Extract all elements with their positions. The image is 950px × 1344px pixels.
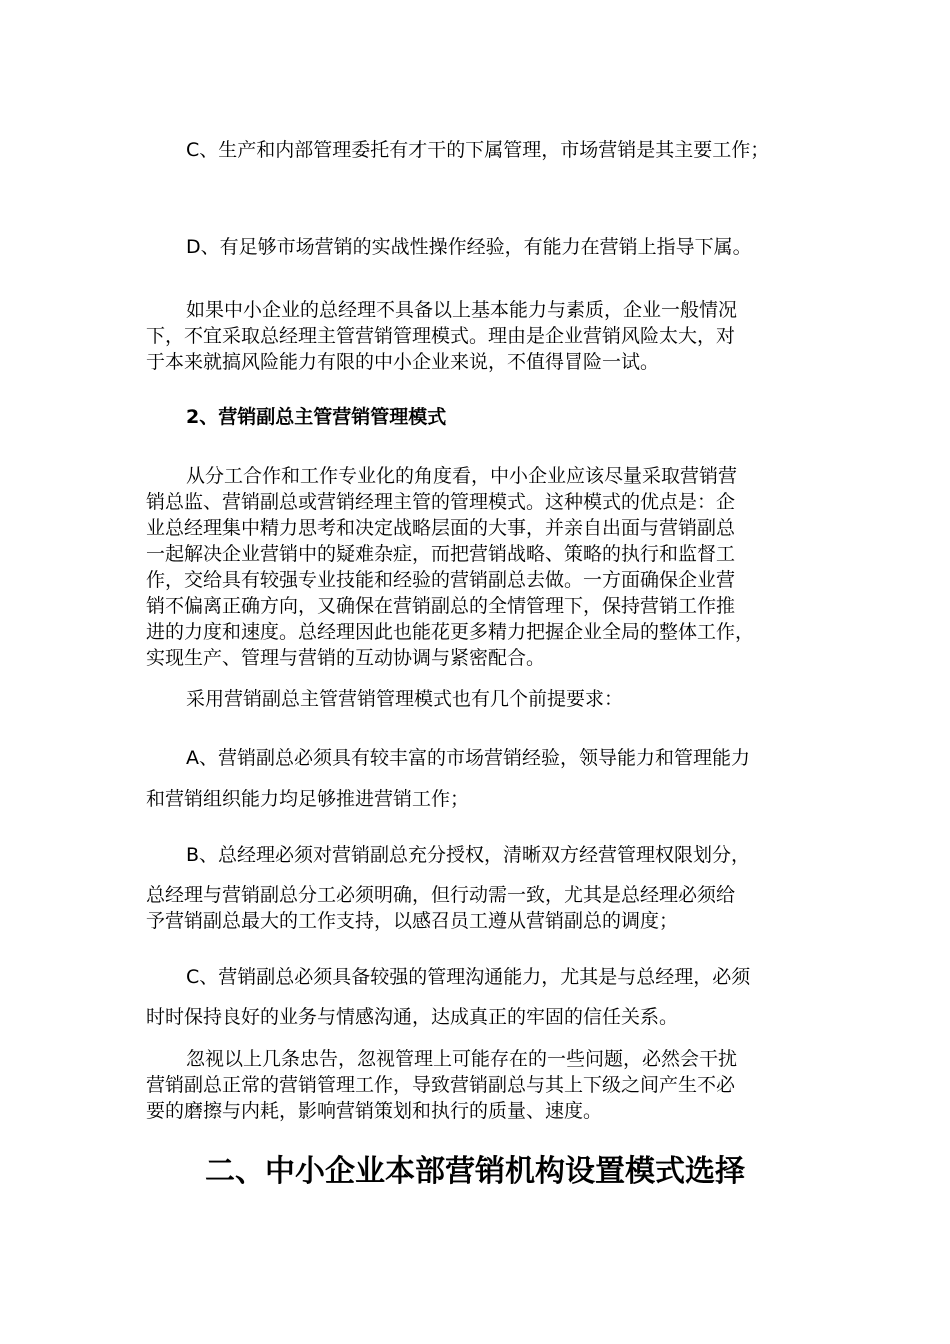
- section-heading-2: 2、营销副总主管营销管理模式: [186, 406, 447, 428]
- list-item-b-line-2: 总经理与营销副总分工必须明确，但行动需一致，尤其是总经理必须给: [146, 884, 736, 906]
- list-item-c-total-manager: C、生产和内部管理委托有才干的下属管理，市场营销是其主要工作；: [186, 139, 770, 161]
- paragraph-4-line-3: 要的磨擦与内耗，影响营销策划和执行的质量、速度。: [146, 1100, 603, 1122]
- list-item-b-line-3: 予营销副总最大的工作支持，以感召员工遵从营销副总的调度；: [146, 910, 679, 932]
- paragraph-3: 采用营销副总主管营销管理模式也有几个前提要求：: [186, 688, 624, 710]
- list-item-c-line-1: C、营销副总必须具备较强的管理沟通能力，尤其是与总经理，必须: [186, 966, 751, 988]
- paragraph-4-line-1: 忽视以上几条忠告，忽视管理上可能存在的一些问题，必然会干扰: [186, 1048, 738, 1070]
- list-item-b-line-1: B、总经理必须对营销副总充分授权，清晰双方经营管理权限划分，: [186, 844, 751, 866]
- paragraph-2-line-5: 作，交给具有较强专业技能和经验的营销副总去做。一方面确保企业营: [146, 569, 736, 591]
- list-item-d-total-manager: D、有足够市场营销的实战性操作经验，有能力在营销上指导下属。: [186, 236, 752, 258]
- list-item-a-line-2: 和营销组织能力均足够推进营销工作；: [146, 788, 470, 810]
- paragraph-2-line-7: 进的力度和速度。总经理因此也能花更多精力把握企业全局的整体工作，: [146, 621, 755, 643]
- paragraph-2-line-3: 业总经理集中精力思考和决定战略层面的大事，并亲自出面与营销副总: [146, 517, 736, 539]
- paragraph-1-line-1: 如果中小企业的总经理不具备以上基本能力与素质，企业一般情况: [186, 299, 738, 321]
- paragraph-2-line-6: 销不偏离正确方向，又确保在营销副总的全情管理下，保持营销工作推: [146, 595, 736, 617]
- paragraph-2-line-1: 从分工合作和工作专业化的角度看，中小企业应该尽量采取营销营: [186, 465, 738, 487]
- paragraph-2-line-8: 实现生产、管理与营销的互动协调与紧密配合。: [146, 647, 546, 669]
- section-title-large: 二、中小企业本部营销机构设置模式选择: [205, 1154, 745, 1189]
- paragraph-2-line-4: 一起解决企业营销中的疑难杂症，而把营销战略、策略的执行和监督工: [146, 543, 736, 565]
- paragraph-2-line-2: 销总监、营销副总或营销经理主管的管理模式。这种模式的优点是：企: [146, 491, 736, 513]
- list-item-c-line-2: 时时保持良好的业务与情感沟通，达成真正的牢固的信任关系。: [146, 1006, 679, 1028]
- paragraph-1-line-3: 于本来就搞风险能力有限的中小企业来说，不值得冒险一试。: [146, 351, 660, 373]
- paragraph-4-line-2: 营销副总正常的营销管理工作，导致营销副总与其上下级之间产生不必: [146, 1074, 736, 1096]
- paragraph-1-line-2: 下，不宜采取总经理主管营销管理模式。理由是企业营销风险太大，对: [146, 325, 736, 347]
- list-item-a-line-1: A、营销副总必须具有较丰富的市场营销经验，领导能力和管理能力: [186, 747, 750, 769]
